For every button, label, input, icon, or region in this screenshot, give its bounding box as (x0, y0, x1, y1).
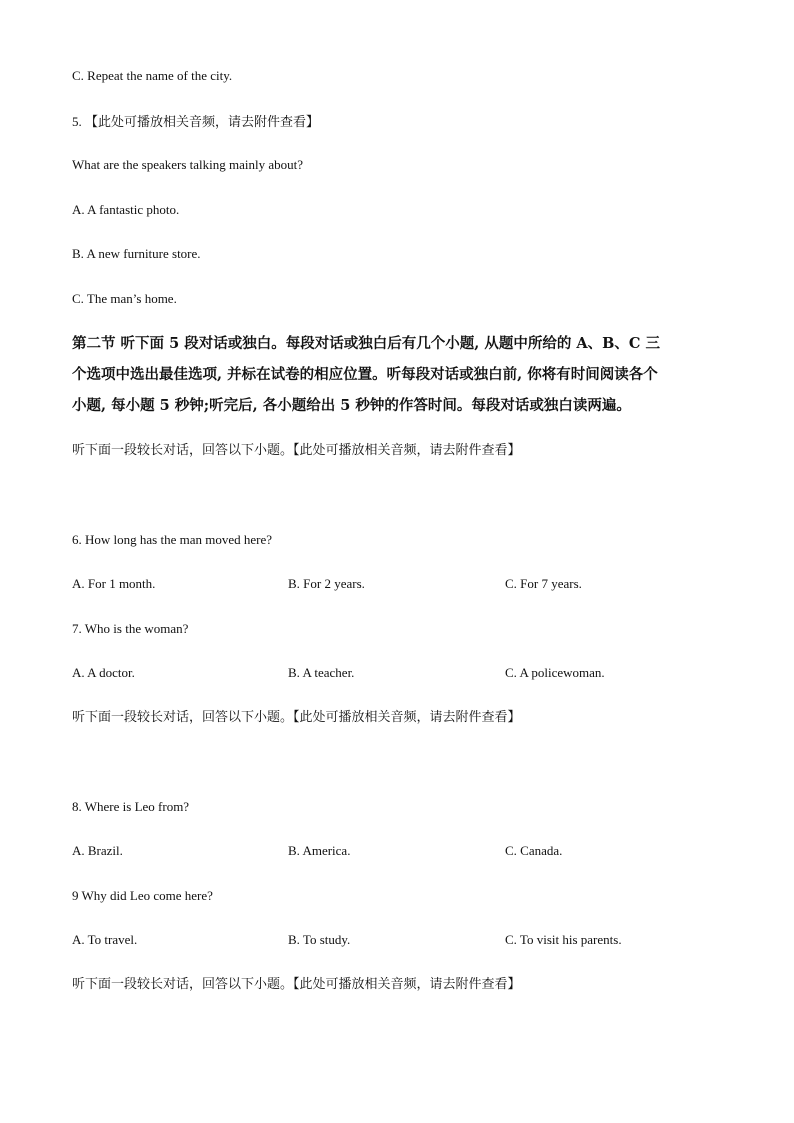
q6-stem: 6. How long has the man moved here? (72, 532, 273, 547)
q8-option-c: C. Canada. (505, 843, 563, 858)
q6-option-c: C. For 7 years. (505, 576, 582, 591)
q5-number: 5. (72, 114, 82, 129)
dialogue-3-instruction: 听下面一段较长对话，回答以下小题。【此处可播放相关音频，请去附件查看】 (72, 977, 521, 992)
q7-stem: 7. Who is the woman? (72, 621, 189, 636)
q9-option-a: A. To travel. (72, 932, 138, 947)
q5-audio-note: 【此处可播放相关音频，请去附件查看】 (85, 115, 320, 130)
q9-option-b: B. To study. (288, 932, 351, 947)
q5-option-c: C. The man’s home. (72, 291, 177, 306)
q5-header (72, 114, 319, 131)
q9-option-c: C. To visit his parents. (505, 932, 622, 947)
q7-option-a: A. A doctor. (72, 665, 135, 680)
q7-option-c: C. A policewoman. (505, 665, 605, 680)
section-2-line-2: 个选项中选出最佳选项, 并标在试卷的相应位置。听每段对话或独白前, 你将有时间阅读各个 (72, 366, 658, 383)
section-2-instructions (72, 328, 732, 421)
q6-option-a: A. For 1 month. (72, 576, 156, 591)
section-2-line-3: 小题, 每小题 5 秒钟;听完后, 各小题给出 5 秒钟的作答时间。每段对话或独白读两遍。 (72, 397, 631, 414)
q9-stem: 9 Why did Leo come here? (72, 888, 213, 903)
section-2-line-1: 第二节 听下面 5 段对话或独白。每段对话或独白后有几个小题, 从题中所给的 A、B、C 三 (72, 335, 660, 352)
q5-option-a: A. A fantastic photo. (72, 202, 180, 217)
q8-option-a: A. Brazil. (72, 843, 123, 858)
q8-option-b: B. America. (288, 843, 351, 858)
dialogue-2-instruction: 听下面一段较长对话，回答以下小题。【此处可播放相关音频，请去附件查看】 (72, 710, 521, 725)
q8-stem: 8. Where is Leo from? (72, 799, 190, 814)
q7-option-b: B. A teacher. (288, 665, 355, 680)
q4-option-c: C. Repeat the name of the city. (72, 68, 233, 83)
q6-option-b: B. For 2 years. (288, 576, 365, 591)
q5-option-b: B. A new furniture store. (72, 246, 201, 261)
q5-stem: What are the speakers talking mainly about? (72, 157, 304, 172)
dialogue-1-instruction: 听下面一段较长对话，回答以下小题。【此处可播放相关音频，请去附件查看】 (72, 443, 521, 458)
